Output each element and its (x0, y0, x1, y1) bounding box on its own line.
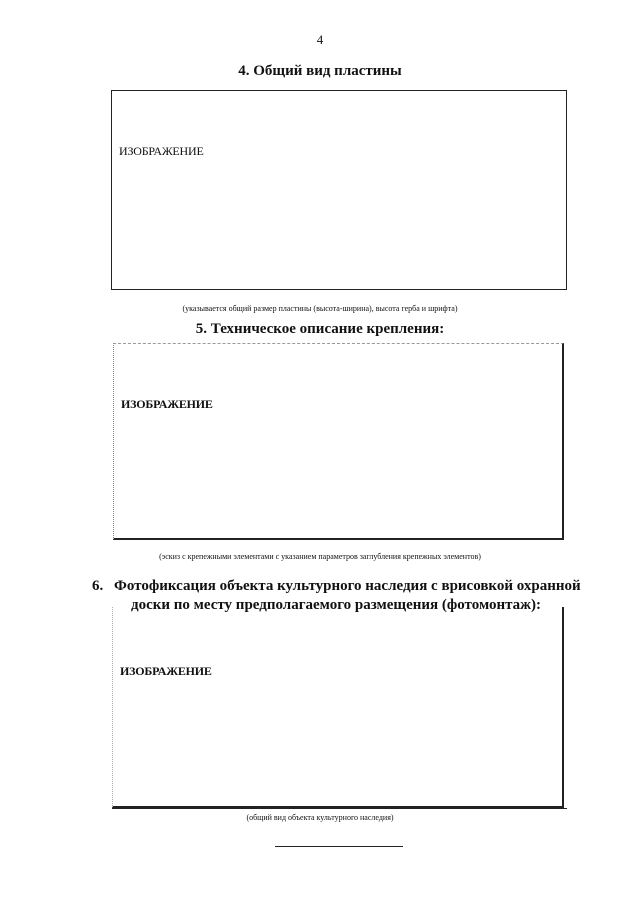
section-6-number: 6. (92, 578, 104, 594)
section-6-title-line-1: Фотофиксация объекта культурного наследия с врисовкой охранной (114, 578, 581, 594)
section-4-title: 4. Общий вид пластины (238, 63, 402, 79)
section-5-image-label: ИЗОБРАЖЕНИЕ (121, 397, 213, 411)
section-4-image-frame (111, 90, 567, 290)
section-5-title: 5. Техническое описание крепления: (195, 321, 445, 337)
section-6-image-frame (112, 607, 564, 808)
section-6-caption: (общий вид объекта культурного наследия) (246, 813, 394, 822)
section-4-image-label: ИЗОБРАЖЕНИЕ (119, 144, 204, 158)
section-6-title-line-2: доски по месту предполагаемого размещения (фотомонтаж): (131, 597, 542, 613)
section-5-image-frame (113, 343, 564, 540)
page-number: 4 (316, 32, 324, 47)
section-5-caption: (эскиз с крепежными элементами с указанием параметров заглубления крепежных элементов) (159, 552, 481, 561)
section-4-caption: (указывается общий размер пластины (высота-ширина), высота герба и шрифта) (182, 304, 458, 313)
section-6-image-label: ИЗОБРАЖЕНИЕ (120, 664, 212, 678)
end-of-page-line (275, 846, 403, 847)
section-6-frame-baseline (112, 808, 567, 809)
